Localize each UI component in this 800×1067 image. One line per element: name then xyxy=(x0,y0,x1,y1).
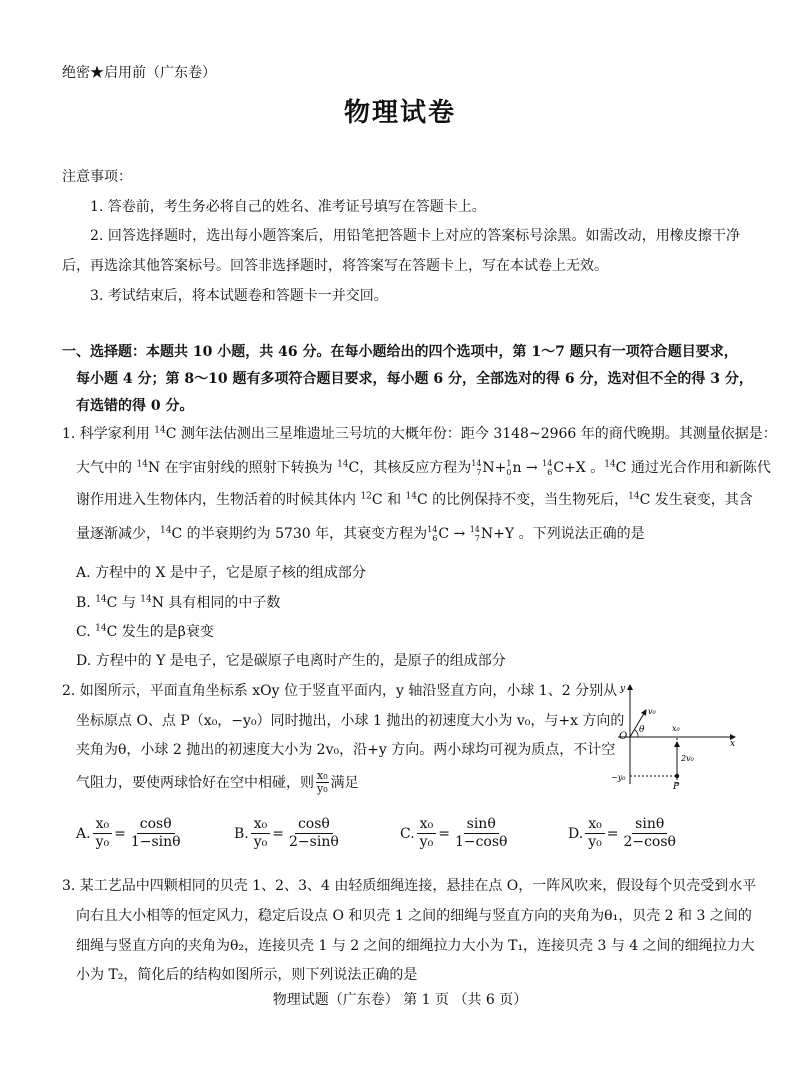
q1-line4: 量逐渐减少，$^{14}$C 的半衰期约为 5730 年，其衰变方程为 14 6 C → 14 7 N+Y 。下列说法正确的是 xyxy=(76,525,645,543)
q2-option-d[interactable]: D. $\frac{\text{x₀}}{\text{y₀}}$ = $\frac{\sin\theta}{2-\cos\theta}$ xyxy=(568,816,676,850)
label-p: P xyxy=(673,782,680,792)
q2-line2: 坐标原点 O、点 P（x₀，−y₀）同时抛出，小球 1 抛出的初速度大小为 v₀，与+x 方向的 xyxy=(76,713,625,729)
notice-item-3: 3. 考试结束后，将本试题卷和答题卡一并交回。 xyxy=(90,288,388,304)
notice-heading: 注意事项： xyxy=(62,169,132,185)
q1-line2: 大气中的 $^{14}$N 在宇宙射线的照射下转换为 $^{14}$C，其核反应方程为 14 7 N+ 1 0 n → 14 6 C+X 。$^{14}$C 通过光合作用和新陈代 xyxy=(76,459,771,477)
q3-line3: 细绳与竖直方向的夹角为θ₂，连接贝壳 1 与 2 之间的细绳拉力大小为 T₁，连接贝壳 3 与 4 之间的细绳拉力大 xyxy=(76,938,755,954)
label-2v0: 2v₀ xyxy=(681,754,694,763)
notice-item-2-cont: 后，再选涂其他答案标号。回答非选择题时，将答案写在答题卡上，写在本试卷上无效。 xyxy=(62,258,608,274)
q3-line2: 向右且大小相等的恒定风力，稳定后设点 O 和贝壳 1 之间的细绳与竖直方向的夹角为θ₁，贝壳 2 和 3 之间的 xyxy=(76,908,752,924)
q2-line4: 气阻力，要使两球恰好在空中相碰，则 $\frac{\text{x₀}}{\text{y₀}}$ 满足 xyxy=(76,769,359,795)
q2-line3: 夹角为θ，小球 2 抛出的初速度大小为 2v₀，沿+y 方向。两小球均可视为质点，不计空 xyxy=(76,742,616,758)
notice-item-2: 2. 回答选择题时，选出每小题答案后，用铅笔把答题卡上对应的答案标号涂黑。如需改动，用橡皮擦干净 xyxy=(90,228,740,244)
q3-line4: 小为 T₂，简化后的结构如图所示，则下列说法正确的是 xyxy=(76,967,418,983)
point-p xyxy=(675,774,679,778)
q2-option-c[interactable]: C. $\frac{\text{x₀}}{\text{y₀}}$ = $\frac{\sin\theta}{1-\cos\theta}$ xyxy=(400,816,508,850)
label-theta: θ xyxy=(639,725,645,735)
label-x0: x₀ xyxy=(672,724,680,733)
label-origin: O xyxy=(619,731,628,742)
q2-coordinate-figure xyxy=(610,680,745,792)
q1-option-b[interactable]: B. $^{14}$C 与 $^{14}$N 具有相同的中子数 xyxy=(76,594,281,611)
section-heading-line2: 每小题 4 分；第 8～10 题有多项符合题目要求，每小题 6 分，全部选对的得 6 分，选对但不全的得 3 分， xyxy=(76,371,753,387)
page-title: 物理试卷 xyxy=(343,98,456,128)
q3-line1: 3. 某工艺品中四颗相同的贝壳 1、2、3、4 由轻质细绳连接，悬挂在点 O，一阵风吹来，假设每个贝壳受到水平 xyxy=(62,878,757,894)
q2-option-a[interactable]: A. $\frac{\text{x₀}}{\text{y₀}}$ = $\frac{\cos\theta}{1-\sin\theta}$ xyxy=(76,816,181,850)
q1-line3: 谢作用进入生物体内，生物活着的时候其体内 $^{12}$C 和 $^{14}$C 的比例保持不变，当生物死后，$^{14}$C 发生衰变，其含 xyxy=(76,491,753,508)
label-v0: v₀ xyxy=(648,707,656,716)
label-x: x xyxy=(730,739,736,749)
label-y: y xyxy=(620,684,626,694)
q1-option-a[interactable]: A. 方程中的 X 是中子，它是原子核的组成部分 xyxy=(76,565,366,581)
q2-option-b[interactable]: B. $\frac{\text{x₀}}{\text{y₀}}$ = $\frac{\cos\theta}{2-\sin\theta}$ xyxy=(234,816,339,850)
q1-option-d[interactable]: D. 方程中的 Y 是电子，它是碳原子电离时产生的，是原子的组成部分 xyxy=(76,653,506,669)
q2-line1: 2. 如图所示，平面直角坐标系 xOy 位于竖直平面内，y 轴沿竖直方向，小球 1、2 分别从 xyxy=(62,683,618,699)
secrecy-label: 绝密★启用前（广东卷） xyxy=(62,65,216,81)
q1-line1: 1. 科学家利用 $^{14}$C 测年法估测出三星堆遗址三号坑的大概年份：距今 3148~2966 年的商代晚期。其测量依据是： xyxy=(62,425,777,442)
label-neg-y0: −y₀ xyxy=(611,773,626,782)
notice-item-1: 1. 答卷前，考生务必将自己的姓名、准考证号填写在答题卡上。 xyxy=(90,199,486,215)
page-footer: 物理试题（广东卷） 第 1 页 （共 6 页） xyxy=(272,992,528,1008)
section-heading: 一、选择题：本题共 10 小题，共 46 分。在每小题给出的四个选项中，第 1～7 题只有一项符合题目要求， xyxy=(62,344,738,360)
q1-option-c[interactable]: C. $^{14}$C 发生的是β衰变 xyxy=(76,623,214,640)
section-heading-line3: 有选错的得 0 分。 xyxy=(76,398,194,414)
theta-arc xyxy=(635,730,638,737)
